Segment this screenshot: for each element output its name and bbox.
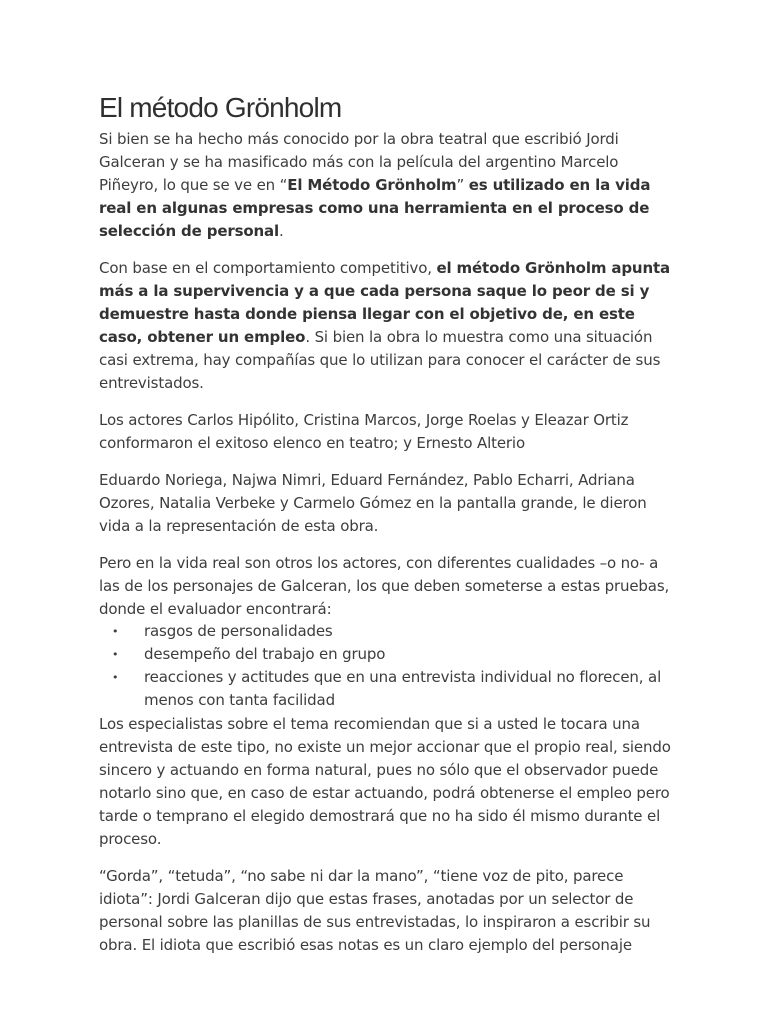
paragraph-intro-bold-1: El Método Grönholm <box>287 176 457 194</box>
paragraph-competitive <box>99 257 679 395</box>
bullet-icon: • <box>112 648 119 661</box>
paragraph-intro-text-2: ” <box>456 176 469 194</box>
paragraph-intro-bold-2: es utilizado en la vida real en algunas empresas como una herramienta en el proceso de selección de personal <box>99 176 651 240</box>
article-title: El método Grönholm <box>99 92 342 123</box>
list-item <box>99 620 679 643</box>
paragraph-evaluator: Pero en la vida real son otros los actores, con diferentes cualidades –o no- a las de los personajes de Galceran, los que deben someterse a estas pruebas, donde el evaluador encontrará: <box>99 554 670 618</box>
evaluation-list <box>99 620 679 712</box>
paragraph-specialists: Los especialistas sobre el tema recomiendan que si a usted le tocara una entrevista de este tipo, no existe un mejor accionar que el propio real, siendo sincero y actuando en forma natural, pues no sólo que el observador puede notarlo sino que, en caso de estar actuando, podrá obtenerse el empleo pero tarde o temprano el elegido demostrará que no ha sido él mismo durante el proceso. <box>99 715 671 848</box>
paragraph-intro-text-3: . <box>279 222 284 240</box>
list-item <box>99 643 679 666</box>
article <box>99 88 679 971</box>
paragraph-intro-text-1: Si bien se ha hecho más conocido por la obra teatral que escribió Jordi Galceran y se ha masificado más con la película del argentino Marcelo Piñeyro, lo que se ve en “ <box>99 130 619 194</box>
paragraph-intro <box>99 128 679 243</box>
paragraph-competitive-text-1: Con base en el comportamiento competitivo, <box>99 259 437 277</box>
list-item-text: rasgos de personalidades <box>144 622 333 640</box>
bullet-icon: • <box>112 671 119 684</box>
paragraph-competitive-bold: el método Grönholm apunta más a la supervivencia y a que cada persona saque lo peor de si y demuestre hasta donde piensa llegar con el objetivo de, en este caso, obtener un empleo <box>99 259 670 346</box>
list-item <box>99 666 679 712</box>
list-item-text: reacciones y actitudes que en una entrevista individual no florecen, al menos con tanta facilidad <box>144 668 662 709</box>
paragraph-quotes: “Gorda”, “tetuda”, “no sabe ni dar la mano”, “tiene voz de pito, parece idiota”: Jordi Galceran dijo que estas frases, anotadas por un selector de personal sobre las planillas de sus entrevistadas, lo inspiraron a escribir su obra. El idiota que escribió esas notas es un claro ejemplo del personaje <box>99 867 651 954</box>
paragraph-theater-actors: Los actores Carlos Hipólito, Cristina Marcos, Jorge Roelas y Eleazar Ortiz conformaron el exitoso elenco en teatro; y Ernesto Alterio <box>99 411 629 452</box>
paragraph-film-actors: Eduardo Noriega, Najwa Nimri, Eduard Fernández, Pablo Echarri, Adriana Ozores, Natalia Verbeke y Carmelo Gómez en la pantalla grande, le dieron vida a la representación de esta obra. <box>99 471 647 535</box>
bullet-icon: • <box>112 625 119 638</box>
paragraph-competitive-text-2: . Si bien la obra lo muestra como una situación casi extrema, hay compañías que lo utilizan para conocer el carácter de sus entrevistados. <box>99 328 661 392</box>
list-item-text: desempeño del trabajo en grupo <box>144 645 386 663</box>
